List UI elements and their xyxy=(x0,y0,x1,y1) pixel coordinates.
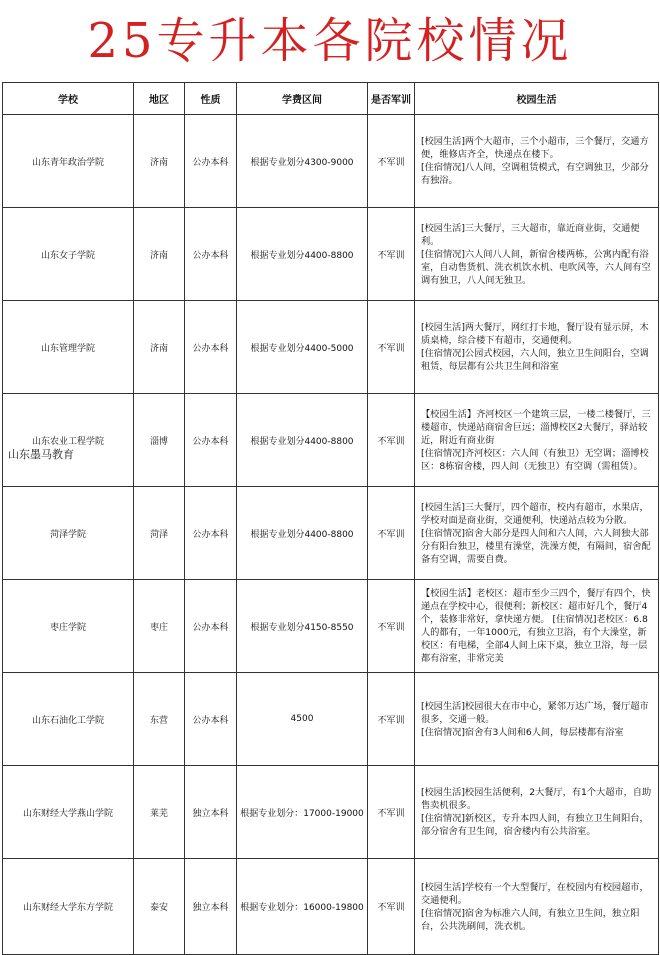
school-cell: 山东农业工程学院 xyxy=(3,394,134,487)
type-cell: 公办本科 xyxy=(185,208,237,301)
region-cell: 济南 xyxy=(134,301,185,394)
table-row xyxy=(3,301,659,394)
type-cell: 独立本科 xyxy=(185,766,237,859)
header-fee: 学费区间 xyxy=(237,83,368,115)
campus-life-cell: [校园生活]学校有一个大型餐厅，在校园内有校园超市，交通便利。 [住宿情况]宿舍为标准六人间，有独立卫生间，独立阳台，公共洗刷间，洗衣机。 xyxy=(415,859,659,955)
military-cell: 不军训 xyxy=(368,394,415,487)
military-cell: 不军训 xyxy=(368,580,415,673)
military-cell: 不军训 xyxy=(368,301,415,394)
military-cell: 不军训 xyxy=(368,115,415,208)
region-cell: 泰安 xyxy=(134,859,185,955)
campus-life-cell: [校园生活]三大餐厅，三大超市，靠近商业街，交通便利。 [住宿情况]六人间八人间，新宿舍楼两栋，公寓内配有浴室，自动售货机、洗衣机饮水机、电吹风等，六人间有空调有独卫，八人间无独卫。 xyxy=(415,208,659,301)
campus-life-cell: [校园生活]两个大超市，三个小超市，三个餐厅，交通方便，维修店齐全，快递点在楼下。 [住宿情况]八人间，空调租赁模式，有空调独卫，少部分有独浴。 xyxy=(415,115,659,208)
school-cell: 山东财经大学东方学院 xyxy=(3,859,134,955)
campus-life-cell: [校园生活]校园生活便利，2大餐厅，有1个大超市，自助售卖机很多。 [住宿情况]新校区，专升本四人间，有独立卫生间阳台，部分宿舍有卫生间，宿舍楼内有公共浴室。 xyxy=(415,766,659,859)
campus-life-cell: [校园生活]三大餐厅，四个超市，校内有超市，水果店，学校对面是商业街，交通便利，快递站点较为分散。 [住宿情况]宿舍大部分是四人间和六人间，六人间独大部分有阳台独卫，楼里有澡堂，洗澡方便，有隔间，宿舍配备有空调，需要自费。 xyxy=(415,487,659,580)
campus-life-cell: [校园生活]校园很大在市中心，紧邻万达广场，餐厅超市很多，交通一般。 [住宿情况]宿舍有3人间和6人间，每层楼都有浴室 xyxy=(415,673,659,766)
table-row xyxy=(3,208,659,301)
region-cell: 菏泽 xyxy=(134,487,185,580)
campus-life-cell: [校园生活]两大餐厅，网红打卡地，餐厅设有显示屏，木质桌椅，综合楼下有超市，交通便利。 [住宿情况]公园式校园，六人间，独立卫生间阳台，空调租赁，每层都有公共卫生间和浴室 xyxy=(415,301,659,394)
fee-cell: 根据专业划分：17000-19000 xyxy=(237,766,368,859)
military-cell: 不军训 xyxy=(368,208,415,301)
type-cell: 公办本科 xyxy=(185,394,237,487)
header-campus-life: 校园生活 xyxy=(415,83,659,115)
military-cell: 不军训 xyxy=(368,766,415,859)
fee-cell: 根据专业划分4400-8800 xyxy=(237,208,368,301)
region-cell: 淄博 xyxy=(134,394,185,487)
military-cell: 不军训 xyxy=(368,673,415,766)
table-row xyxy=(3,766,659,859)
table-row xyxy=(3,673,659,766)
header-type: 性质 xyxy=(185,83,237,115)
table-row xyxy=(3,487,659,580)
fee-cell: 根据专业划分：16000-19800 xyxy=(237,859,368,955)
table-row xyxy=(3,394,659,487)
school-cell: 菏泽学院 xyxy=(3,487,134,580)
table-row xyxy=(3,580,659,673)
region-cell: 济南 xyxy=(134,115,185,208)
type-cell: 公办本科 xyxy=(185,115,237,208)
fee-cell: 根据专业划分4400-8800 xyxy=(237,487,368,580)
colleges-table xyxy=(2,82,659,955)
fee-cell: 根据专业划分4300-9000 xyxy=(237,115,368,208)
campus-life-cell: 【校园生活】齐河校区一个建筑三层，一楼二楼餐厅，三楼超市，快递站商宿舍巨远；淄博校区2大餐厅，驿站较近，附近有商业街 [住宿情况]齐河校区：六人间（有独卫）无空调；淄博校区：8栋宿舍楼，四人间（无独卫）有空调（需租赁）。 xyxy=(415,394,659,487)
school-cell: 山东财经大学燕山学院 xyxy=(3,766,134,859)
type-cell: 公办本科 xyxy=(185,487,237,580)
watermark-text: 山东墨马教育 xyxy=(8,448,74,461)
page-title: 25专升本各院校情况 xyxy=(87,13,573,69)
fee-cell: 根据专业划分4150-8550 xyxy=(237,580,368,673)
school-cell: 山东石油化工学院 xyxy=(3,673,134,766)
fee-cell: 根据专业划分4400-8800 xyxy=(237,394,368,487)
military-cell: 不军训 xyxy=(368,487,415,580)
school-cell: 枣庄学院 xyxy=(3,580,134,673)
fee-cell: 4500 xyxy=(237,673,368,766)
table-body xyxy=(3,115,659,955)
region-cell: 济南 xyxy=(134,208,185,301)
campus-life-cell: 【校园生活】老校区：超市至少三四个，餐厅有四个，快递点在学校中心，很便利；新校区：超市好几个，餐厅4个，装修非常好，拿快递方便。 [住宿情况]老校区：6.8人的都有，一年1000元，有独立卫浴，有个大澡堂，新校区：有电梯，全部4人间上床下桌，独立卫浴，每一层都有浴室，非常完美 xyxy=(415,580,659,673)
military-cell: 不军训 xyxy=(368,859,415,955)
table-row xyxy=(3,115,659,208)
region-cell: 枣庄 xyxy=(134,580,185,673)
school-cell: 山东管理学院 xyxy=(3,301,134,394)
header-school: 学校 xyxy=(3,83,134,115)
school-cell: 山东青年政治学院 xyxy=(3,115,134,208)
type-cell: 公办本科 xyxy=(185,580,237,673)
school-cell: 山东女子学院 xyxy=(3,208,134,301)
region-cell: 东营 xyxy=(134,673,185,766)
table-row xyxy=(3,859,659,955)
type-cell: 公办本科 xyxy=(185,301,237,394)
table-header-row xyxy=(3,83,659,115)
header-region: 地区 xyxy=(134,83,185,115)
header-military: 是否军训 xyxy=(368,83,415,115)
region-cell: 莱芜 xyxy=(134,766,185,859)
type-cell: 公办本科 xyxy=(185,673,237,766)
fee-cell: 根据专业划分4400-5000 xyxy=(237,301,368,394)
type-cell: 独立本科 xyxy=(185,859,237,955)
